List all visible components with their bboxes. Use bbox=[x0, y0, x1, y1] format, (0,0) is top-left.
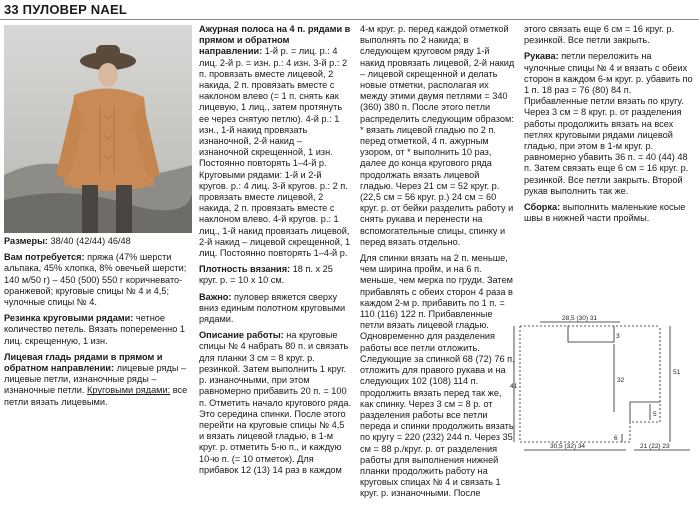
dim-height-right: 51 bbox=[673, 369, 681, 376]
dim-inner-d: 5 bbox=[653, 411, 657, 418]
materials-paragraph bbox=[4, 252, 194, 308]
work-paragraph bbox=[199, 330, 352, 476]
sizes-text: 38/40 (42/44) 46/48 bbox=[48, 236, 131, 246]
assembly-text: выполнить маленькие косые швы в нижней части проймы. bbox=[524, 202, 686, 224]
rib-text: четное количество петель. Вязать попеременно 1 лиц. скрещенную, 1 изн. bbox=[4, 313, 186, 346]
materials-text: пряжа (47% шерсти альпака, 45% хлопка, 8% овечьей шерсти; 140 м/50 г) – 450 (500) 550 г коричневато-оранжевой; круговые спицы № 4 и 4,5; чулочные спицы № 4. bbox=[4, 252, 187, 308]
page-title: 33 ПУЛОВЕР NAEL bbox=[4, 2, 127, 17]
sleeve-paragraph bbox=[524, 51, 695, 197]
note-label: Важно: bbox=[199, 291, 232, 302]
note-text: пуловер вяжется сверху вниз единым полотном круговыми рядами. bbox=[199, 291, 346, 325]
column-2 bbox=[199, 24, 352, 481]
rib-label: Резинка круговыми рядами: bbox=[4, 313, 134, 324]
sizes-label: Размеры: bbox=[4, 236, 48, 246]
gauge-paragraph bbox=[199, 264, 352, 286]
work-text: на круговые спицы № 4 набрать 80 п. и связать для планки 3 см = 8 круг. р. резинкой. Затем выполнить 1 круг. р. изнаночными, при этом равномерно прибавить 20 п. = 100 п. Отметить начало кругового ряда. Это середина спинки. После этого перейти на круговые спицы № 4,5 и вязать лицевой гладью, в 1-м круг. р. отметить 5-ю п., и каждую 10-ю п. (= 10 отметок). Для прибавок 12 (13) 14 раз в каждом bbox=[199, 330, 352, 475]
column-4 bbox=[524, 24, 695, 229]
dim-top-width: 28,5 (30) 31 bbox=[562, 315, 598, 322]
lace-label: Ажурная полоса на 4 п. рядами в прямом и обратном направлении: bbox=[199, 24, 351, 57]
column-3 bbox=[360, 24, 515, 505]
col4-paragraph-1: этого связать еще 6 см = 16 круг. р. резинкой. Все петли закрыть. bbox=[524, 24, 675, 46]
circular-text: все петли вязать лицевыми. bbox=[4, 385, 188, 407]
lace-text: 1-й р. = лиц. р.: 4 лиц. 2-й р. = изн. р.: 4 изн. 3-й р.: 2 п. провязать вместе лицевой, 2 накида, 2 п. провязать вместе с наклоном влево (= 1 п. снять как лицевую, 1 лиц., затем протянуть ее через снятую петлю). 4-й р.: 1 изн., 1-й накид провязать изнаночной, 2-й накид – изнаночной скрещенной, 1 изн. Постоянно повторять 1–4-й р. Круговыми рядами: 1-й и 2-й кругов. р.: 4 лиц. 3-й кругов. р.: 2 п. провязать вместе лицевой, 2 накида, 2 п. провязать вместе с наклоном влево. 4-й кругов. р.: 1 лиц., 1-й накид провязать лицевой, 2-й накид – лицевой скрещенной, 1 лиц. Постоянно повторять 1–4-й р. bbox=[199, 46, 351, 259]
stockinette-text: лицевые ряды – лицевые петли, изнаночные ряды – изнаночные петли. bbox=[4, 363, 187, 396]
stockinette-paragraph bbox=[4, 352, 194, 408]
rib-paragraph bbox=[4, 313, 194, 347]
assembly-paragraph bbox=[524, 202, 695, 224]
dim-inner-b: 3 bbox=[616, 333, 620, 340]
sizes-paragraph bbox=[4, 236, 194, 247]
dim-inner-a: 32 bbox=[617, 377, 625, 384]
sleeve-label: Рукава: bbox=[524, 51, 559, 62]
sleeve-text: петли переложить на чулочные спицы № 4 и вязать с обеих сторон в каждом 6-м круг. р. убавить по 1 п. 18 раз = 76 (80) 84 п. Прибавленные петли вязать по кругу. Через 3 см = 8 круг. р. от разделения работы продолжить вязать на всех петлях круговыми рядами лицевой гладью, при этом в 1-м круг. р. равномерно убавить 36 п. = 40 (44) 48 п. Затем связать еще 6 см = 16 круг. р. резинкой. Все петли закрыть. Второй рукав выполнить так же. bbox=[524, 51, 693, 196]
assembly-label: Сборка: bbox=[524, 202, 561, 213]
dim-bottom-width: 30,5 (32) 34 bbox=[550, 443, 586, 450]
dim-height-left: 41 bbox=[510, 383, 518, 390]
column-1 bbox=[4, 24, 194, 413]
stockinette-label: Лицевая гладь рядами в прямом и обратном направлении: bbox=[4, 351, 163, 374]
lace-paragraph bbox=[199, 24, 352, 259]
gauge-label: Плотность вязания: bbox=[199, 264, 291, 275]
schematic-outline bbox=[520, 326, 660, 442]
dim-right-bottom: 21 (22) 23 bbox=[640, 443, 670, 450]
pattern-schematic bbox=[510, 312, 699, 455]
materials-label: Вам потребуется: bbox=[4, 252, 85, 263]
title-rule bbox=[0, 19, 699, 20]
col3-paragraph-1: 4-м круг. р. перед каждой отметкой выполнять по 2 накида; в следующем круговом ряду 1-й накид провязать лицевой, 2-й накид – лицевой скрещенной и делать новые отметки, располагая их между этими двумя петлями = 340 (360) 380 п. После этого петли распределить следующим образом: * вязать лицевой гладью по 2 п. перед отметкой, 4 п. ажурным узором, от * выполнить 10 раз, далее до конца кругового ряда продолжать вязать лицевой гладью. Через 21 см = 52 круг. р. (22,5 см = 56 круг. р.) 24 см = 60 круг. р. от бейки разделить работу и снять рукава и перенести на вспомогательные спицы, спинку и перед вязать отдельно. bbox=[360, 24, 515, 247]
dim-inner-c: 6 bbox=[614, 435, 618, 442]
gauge-text: 18 п. х 25 круг. р. = 10 х 10 см. bbox=[199, 264, 333, 286]
work-label: Описание работы: bbox=[199, 330, 284, 341]
col3-paragraph-2: Для спинки вязать на 2 п. меньше, чем ширина пройм, и на 6 п. меньше, чем мерка по груди. Затем прибавлять с обеих сторон 4 раза в каждом 2-м р. прибавить по 1 п. = 110 (116) 122 п. Прибавленные петли вязать лицевой гладью. Одновременно для разделения работы все петли отложить. Следующие за спинкой 68 (72) 76 п. отложить для правого рукава и на следующих 102 (108) 114 п. продолжить вязать перед так же, как спинку. Через 3 см = 8 р. от разделения работы все петли переда и спинки продолжить вязать по кругу = 220 (232) 244 п. Через 35 см = 88 р./круг. р. от разделения работы для выполнения нижней планки продолжить работу на круговых спицах № 4 и связать 1 круг. р. изнаночными. После bbox=[360, 253, 515, 499]
circular-label: Круговыми рядами: bbox=[87, 385, 171, 396]
note-paragraph bbox=[199, 292, 352, 326]
